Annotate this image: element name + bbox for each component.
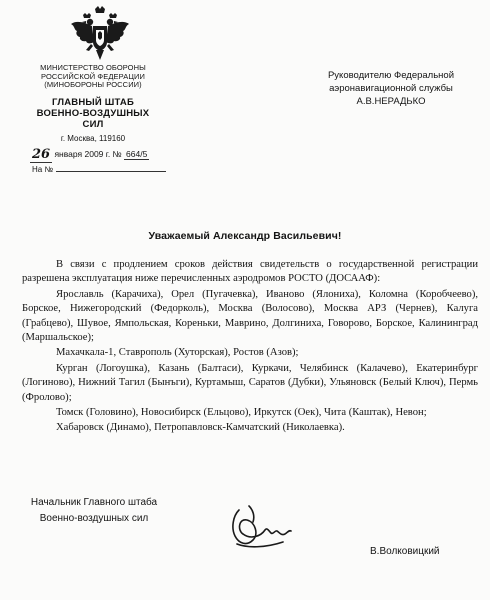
ministry-line-3: (МИНОБОРОНЫ РОССИИ) (44, 80, 142, 90)
double-headed-eagle-emblem (70, 6, 130, 62)
letter-body (22, 258, 478, 436)
sender-city: г. Москва, 119160 (60, 133, 126, 143)
recipient-line-2: аэронавигационной службы (329, 82, 453, 94)
paragraph-siberia-region: Томск (Головино), Новосибирск (Ельцово), Иркутск (Оек), Чита (Каштак), Невон; (56, 407, 427, 419)
recipient-name: А.В.НЕРАДЬКО (356, 95, 426, 107)
signatory-title-line-1: Начальник Главного штаба (30, 497, 158, 508)
date-day-handwritten: 26 (32, 147, 51, 162)
handwritten-signature (225, 500, 295, 560)
sender-block (18, 64, 168, 143)
hq-line-2: ВОЕННО-ВОЗДУШНЫХ (36, 107, 150, 119)
reference-prefix: На № (32, 165, 54, 174)
salutation: Уважаемый Александр Васильевич! (148, 230, 342, 242)
paragraph-central-region: Ярославль (Карачиха), Орел (Пугачевка), Иваново (Ялониха), Коломна (Коробчеево), Борское, Нижегородский (Федорколь), Москва (Волосово), Москва АРЗ (Чернев), Калуга (Грабцево), Шувое, Ямпольская, Кореньки, Маврино, Долгиниха, Говорово, Борское, Калининград (Маршальское); (22, 288, 478, 344)
recipient-line-1: Руководителю Федеральной (327, 70, 455, 81)
hq-line-3: СИЛ (82, 118, 104, 130)
date-line (30, 146, 149, 161)
reference-line (32, 165, 166, 174)
hq-line-1: ГЛАВНЫЙ ШТАБ (51, 96, 134, 108)
signatory-title (14, 495, 174, 526)
ministry-line-1: МИНИСТЕРСТВО ОБОРОНЫ (40, 63, 146, 72)
paragraph-far-east-region: Хабаровск (Динамо), Петропавловск-Камчатский (Николаевка). (56, 422, 345, 434)
signatory-title-line-2: Военно-воздушных сил (39, 512, 149, 524)
reference-blank (56, 171, 166, 172)
paragraph-ural-region: Курган (Логоушка), Казань (Балтаси), Куркачи, Челябинск (Калачево), Екатеринбург (Логиново), Нижний Тагил (Бынъги), Куртамыш, Саратов (Дубки), Ульяновск (Белый Ключ), Пермь (Фролово); (22, 362, 478, 403)
hq-title (18, 98, 168, 131)
paragraph-intro: В связи с продлением сроков действия свидетельств о государственной регистрации разрешена эксплуатация ниже перечисленных аэродромов РОСТО (ДОСААФ): (22, 259, 478, 285)
signer-name: В.Волковицкий (370, 546, 440, 557)
date-rest: января 2009 г. № (52, 149, 125, 159)
document-number: 664/5 (126, 149, 148, 159)
ministry-line-2: РОССИЙСКОЙ ФЕДЕРАЦИИ (41, 71, 145, 81)
recipient-block (306, 70, 476, 108)
paragraph-south-region: Махачкала-1, Ставрополь (Хуторская), Ростов (Азов); (56, 347, 299, 359)
